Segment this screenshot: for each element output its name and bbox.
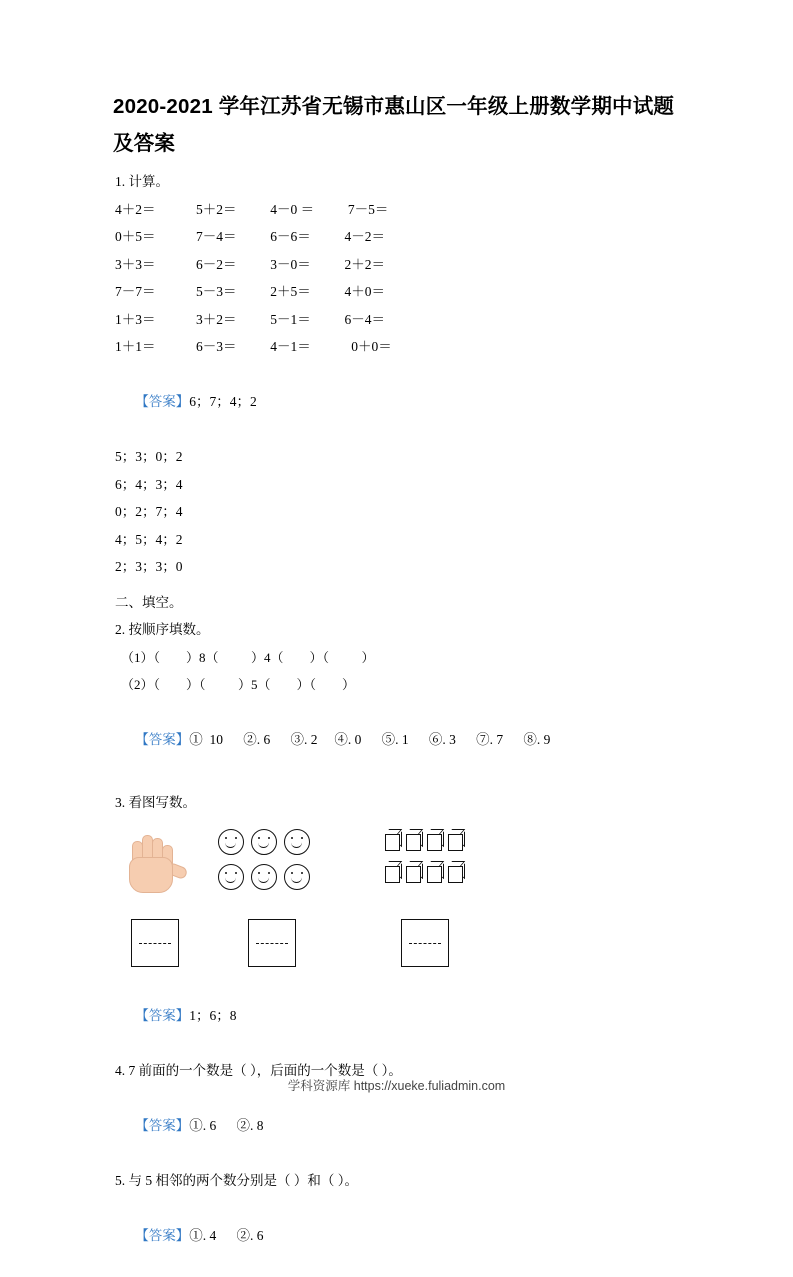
cube-row xyxy=(385,861,465,882)
answer-tag: 【答案】 xyxy=(135,732,189,747)
smiley-face-icon xyxy=(218,864,244,890)
cube-icon xyxy=(385,861,402,882)
cube-icon xyxy=(385,829,402,850)
answer-box[interactable] xyxy=(248,919,296,967)
answer-text: 6；7；4；2 xyxy=(189,394,257,409)
answer-text: 1；6；8 xyxy=(189,1008,236,1023)
smiley-face-icon xyxy=(251,864,277,890)
calc-row: 4＋2＝ 5＋2＝ 4－0 ＝ 7－5＝ xyxy=(113,196,683,224)
answer-text: 5；3；0；2 xyxy=(113,443,683,471)
answer-tag: 【答案】 xyxy=(135,1228,189,1243)
smiley-row xyxy=(218,829,310,855)
smiley-face-icon xyxy=(284,864,310,890)
calc-row: 1＋1＝ 6－3＝ 4－1＝ 0＋0＝ xyxy=(113,333,683,361)
question-2-label: 2. 按顺序填数。 xyxy=(113,616,683,644)
question-3-answer xyxy=(113,975,683,1058)
question-4-answer xyxy=(113,1085,683,1168)
answer-text: 4；5；4；2 xyxy=(113,526,683,554)
smiley-face-icon xyxy=(284,829,310,855)
answer-text: ① 10 ②. 6 ③. 2 ④. 0 ⑤. 1 ⑥. 3 ⑦. 7 ⑧. 9 xyxy=(189,732,550,747)
answer-text: 0；2；7；4 xyxy=(113,498,683,526)
open-hand-icon xyxy=(123,831,183,893)
answer-box[interactable] xyxy=(401,919,449,967)
page-footer xyxy=(0,1076,793,1094)
calc-row: 3＋3＝ 6－2＝ 3－0＝ 2＋2＝ xyxy=(113,251,683,279)
cube-icon xyxy=(406,861,423,882)
cube-icon xyxy=(448,861,465,882)
section-2-heading: 二、填空。 xyxy=(113,589,683,617)
cube-row xyxy=(385,829,465,850)
footer-text: 学科资源库 https://xueke.fuliadmin.com xyxy=(288,1079,505,1093)
question-4-label: 4. 7 前面的一个数是（ ），后面的一个数是（ ）。 xyxy=(113,1057,683,1085)
smiley-face-icon xyxy=(218,829,244,855)
calc-row: 7－7＝ 5－3＝ 2＋5＝ 4＋0＝ xyxy=(113,278,683,306)
calc-row: 1＋3＝ 3＋2＝ 5－1＝ 6－4＝ xyxy=(113,306,683,334)
smiley-group xyxy=(218,829,310,899)
cube-icon xyxy=(427,861,444,882)
cube-icon xyxy=(427,829,444,850)
question-3-label: 3. 看图写数。 xyxy=(113,789,683,817)
cube-group xyxy=(385,829,465,893)
question-1-label: 1. 计算。 xyxy=(113,168,683,196)
answer-text: 2；3；3；0 xyxy=(113,553,683,581)
answer-text: ①. 6 ②. 8 xyxy=(189,1118,263,1133)
smiley-face-icon xyxy=(251,829,277,855)
answer-text: 6；4；3；4 xyxy=(113,471,683,499)
palm xyxy=(129,857,173,893)
question-2-answer xyxy=(113,699,683,782)
question-1-answer-first xyxy=(113,361,683,444)
smiley-row xyxy=(218,864,310,890)
document-content xyxy=(113,88,683,1277)
cube-icon xyxy=(406,829,423,850)
cube-icon xyxy=(448,829,465,850)
answer-text: ①. 4 ②. 6 xyxy=(189,1228,263,1243)
question-3-figure xyxy=(113,823,683,975)
fill-row: （1）（ ）8（ ）4（ ）（ ） xyxy=(113,644,683,672)
calc-row: 0＋5＝ 7－4＝ 6－6＝ 4－2＝ xyxy=(113,223,683,251)
fill-row: （2）（ ）（ ）5（ ）（ ） xyxy=(113,671,683,699)
answer-tag: 【答案】 xyxy=(135,1008,189,1023)
question-5-label: 5. 与 5 相邻的两个数分别是（ ）和（ ）。 xyxy=(113,1167,683,1195)
page-title: 2020-2021 学年江苏省无锡市惠山区一年级上册数学期中试题及答案 xyxy=(113,88,683,162)
answer-box[interactable] xyxy=(131,919,179,967)
question-5-answer xyxy=(113,1195,683,1277)
answer-tag: 【答案】 xyxy=(135,1118,189,1133)
answer-tag: 【答案】 xyxy=(135,394,189,409)
